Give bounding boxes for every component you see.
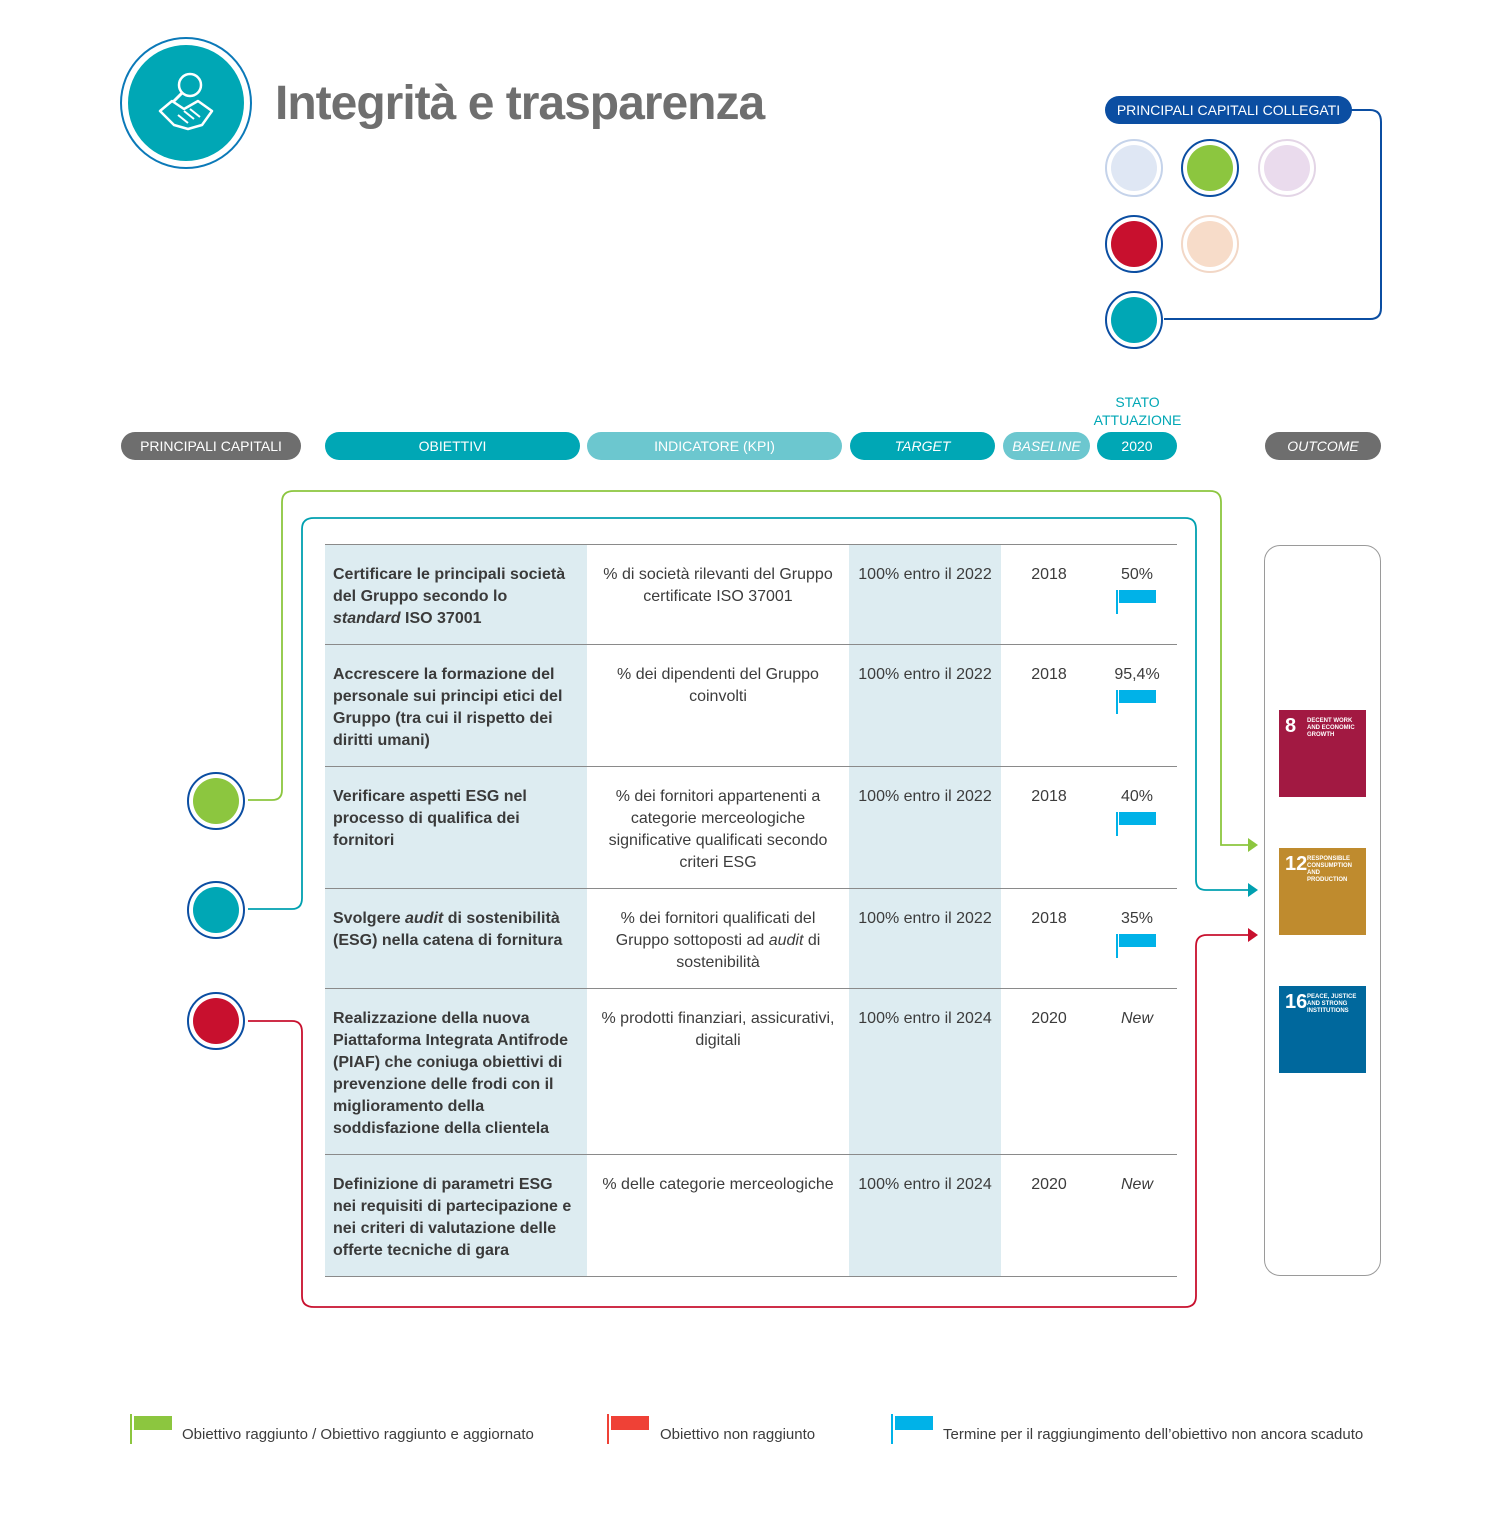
status-value: 50%: [1120, 566, 1154, 583]
kpi-cell: % dei fornitori appartenenti a categorie merceologiche significative qualificati secondo criteri ESG: [587, 767, 849, 889]
sdg-8-icon: [1279, 710, 1366, 797]
header-year: 2020: [1097, 432, 1177, 460]
sdg-number: 16: [1285, 991, 1308, 1013]
sdg-number: 12: [1285, 853, 1308, 875]
header-principali-capitali: PRINCIPALI CAPITALI: [121, 432, 301, 460]
red-flag-icon: [607, 1414, 649, 1444]
header-baseline: BASELINE: [1003, 432, 1090, 460]
status-cell: [1097, 1155, 1177, 1277]
intellectual-capital-icon: [187, 881, 245, 939]
sdg-label: RESPONSIBLE CONSUMPTION AND PRODUCTION: [1307, 856, 1352, 883]
table-row: [325, 545, 1177, 645]
target-cell: 100% entro il 2022: [849, 889, 1001, 989]
page-title: Integrità e trasparenza: [275, 77, 765, 130]
objective-cell: Definizione di parametri ESG nei requisiti di partecipazione e nei criteri di valutazione delle offerte tecniche di gara: [325, 1155, 587, 1277]
sdg-16-icon: [1279, 986, 1366, 1073]
blue-flag-icon: [1116, 934, 1158, 958]
green-flag-icon: [130, 1414, 172, 1444]
status-cell: [1097, 767, 1177, 889]
blue-flag-icon: [1116, 690, 1158, 714]
baseline-cell: 2018: [1001, 767, 1097, 889]
objective-cell: Verificare aspetti ESG nel processo di qualifica dei fornitori: [325, 767, 587, 889]
sdg-label: PEACE, JUSTICE AND STRONG INSTITUTIONS: [1307, 994, 1357, 1014]
header-indicatore: INDICATORE (KPI): [587, 432, 842, 460]
sdg-number: 8: [1285, 715, 1297, 737]
objectives-table: [325, 544, 1177, 1277]
legend-blue: Termine per il raggiungimento dell’obiettivo non ancora scaduto: [943, 1426, 1364, 1443]
blue-flag-icon: [891, 1414, 933, 1444]
table-row: [325, 645, 1177, 767]
baseline-cell: 2018: [1001, 545, 1097, 645]
status-value: 40%: [1120, 788, 1154, 805]
target-cell: 100% entro il 2022: [849, 545, 1001, 645]
status-cell: [1097, 645, 1177, 767]
kpi-cell: % prodotti finanziari, assicurativi, digitali: [587, 989, 849, 1155]
objective-cell: Realizzazione della nuova Piattaforma Integrata Antifrode (PIAF) che coniuga obiettivi di prevenzione delle frodi con il miglioramento della soddisfazione della clientela: [325, 989, 587, 1155]
objective-cell: Accrescere la formazione del personale sui principi etici del Gruppo (tra cui il rispetto dei diritti umani): [325, 645, 587, 767]
kpi-cell: % delle categorie merceologiche: [587, 1155, 849, 1277]
status-cell: [1097, 545, 1177, 645]
sdg-label: DECENT WORK AND ECONOMIC GROWTH: [1307, 718, 1355, 738]
kpi-cell: % di società rilevanti del Gruppo certificate ISO 37001: [587, 545, 849, 645]
status-cell: [1097, 989, 1177, 1155]
baseline-cell: 2018: [1001, 645, 1097, 767]
legend-red: Obiettivo non raggiunto: [660, 1426, 816, 1443]
table-row: [325, 767, 1177, 889]
blue-flag-icon: [1116, 812, 1158, 836]
linked-capitals-label: PRINCIPALI CAPITALI COLLEGATI: [1105, 96, 1352, 124]
table-row: [325, 889, 1177, 989]
status-value: 35%: [1120, 910, 1154, 927]
blue-flag-icon: [1116, 590, 1158, 614]
baseline-cell: 2020: [1001, 1155, 1097, 1277]
status-value: New: [1120, 1010, 1153, 1027]
manufactured-capital-icon: [187, 992, 245, 1050]
objective-cell: Svolgere audit di sostenibilità (ESG) nella catena di fornitura: [325, 889, 587, 989]
status-cell: [1097, 889, 1177, 989]
table-row: [325, 989, 1177, 1155]
target-cell: 100% entro il 2024: [849, 1155, 1001, 1277]
table-row: [325, 1155, 1177, 1277]
kpi-cell: % dei dipendenti del Gruppo coinvolti: [587, 645, 849, 767]
status-value: New: [1120, 1176, 1153, 1193]
sdg-12-icon: [1279, 848, 1366, 935]
baseline-cell: 2020: [1001, 989, 1097, 1155]
legend-green: Obiettivo raggiunto / Obiettivo raggiunto e aggiornato: [182, 1426, 534, 1443]
header-outcome: OUTCOME: [1265, 432, 1381, 460]
target-cell: 100% entro il 2022: [849, 645, 1001, 767]
human-capital-icon: [187, 772, 245, 830]
header-stato-attuazione: STATO ATTUAZIONE: [1093, 394, 1182, 428]
target-cell: 100% entro il 2022: [849, 767, 1001, 889]
header-target: TARGET: [850, 432, 995, 460]
objective-cell: Certificare le principali società del Gruppo secondo lo standard ISO 37001: [325, 545, 587, 645]
kpi-cell: % dei fornitori qualificati del Gruppo sottoposti ad audit di sostenibilità: [587, 889, 849, 989]
baseline-cell: 2018: [1001, 889, 1097, 989]
status-value: 95,4%: [1114, 666, 1160, 683]
target-cell: 100% entro il 2024: [849, 989, 1001, 1155]
header-obiettivi: OBIETTIVI: [325, 432, 580, 460]
